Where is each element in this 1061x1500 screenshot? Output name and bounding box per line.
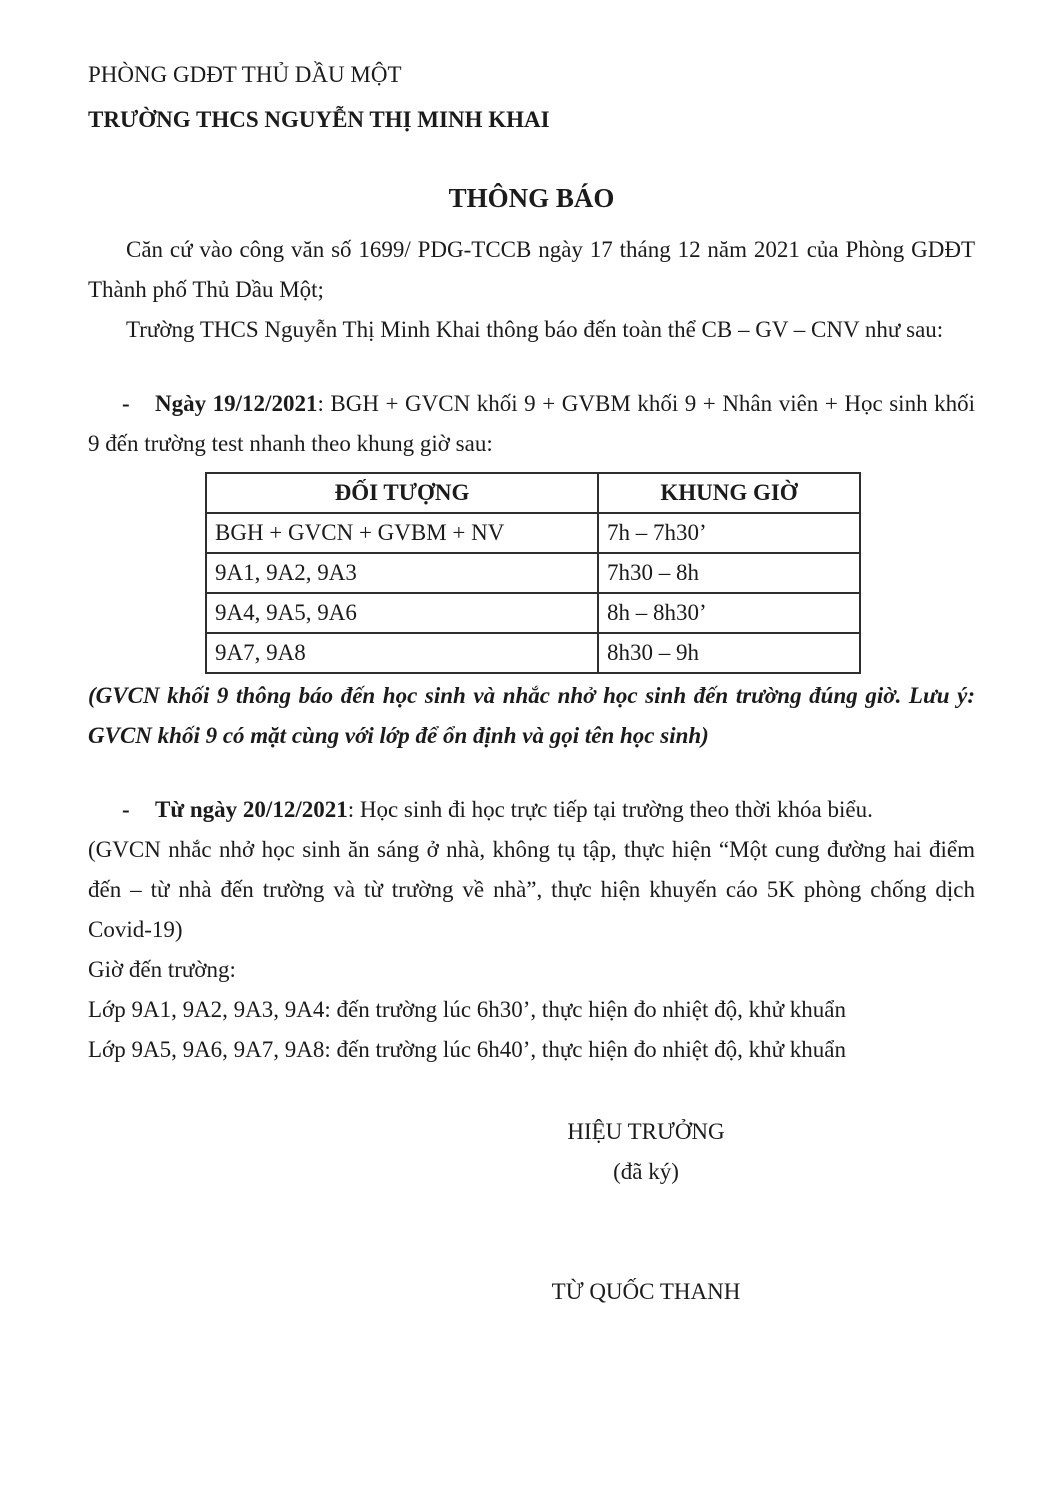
school-name: TRƯỜNG THCS NGUYỄN THỊ MINH KHAI: [88, 107, 550, 132]
bullet-text: : Học sinh đi học trực tiếp tại trường theo thời khóa biểu.: [347, 797, 873, 822]
bullet-text: : BGH + GVCN khối 9 + GVBM khối 9 + Nhân viên + Học sinh khối 9 đến trường test nhanh theo khung giờ sau:: [88, 391, 976, 456]
arrival-line-group2: Lớp 9A5, 9A6, 9A7, 9A8: đến trường lúc 6h40’, thực hiện đo nhiệt độ, khử khuẩn: [88, 1037, 847, 1062]
table-row: [206, 513, 860, 553]
table-row: [206, 593, 860, 633]
table-header-timeslot: KHUNG GIỜ: [598, 473, 860, 513]
signed-note: (đã ký): [613, 1159, 679, 1184]
signer-name: TỪ QUỐC THANH: [551, 1279, 741, 1304]
signer-role: HIỆU TRƯỞNG: [567, 1119, 725, 1144]
bullet-item-school-reopen: [88, 790, 975, 830]
bullet-dash: -: [122, 797, 130, 822]
schedule-table: [205, 472, 861, 674]
table-cell-subject: BGH + GVCN + GVBM + NV: [206, 513, 598, 553]
bullet-date-label: Từ ngày 20/12/2021: [155, 797, 348, 822]
table-header-subject: ĐỐI TƯỢNG: [206, 473, 598, 513]
intro-paragraph-legal-basis: Căn cứ vào công văn số 1699/ PDG-TCCB ngày 17 tháng 12 năm 2021 của Phòng GDĐT Thành phố Thủ Dầu Một;: [88, 237, 975, 302]
table-header-row: [206, 473, 860, 513]
signature-block: [426, 1112, 866, 1312]
note-gvcn-reminder: (GVCN khối 9 thông báo đến học sinh và nhắc nhở học sinh đến trường đúng giờ. Lưu ý: GVCN khối 9 có mặt cùng với lớp để ổn định và gọi tên học sinh): [88, 683, 975, 748]
intro-paragraph-announcement: Trường THCS Nguyễn Thị Minh Khai thông báo đến toàn thể CB – GV – CNV như sau:: [126, 317, 944, 342]
arrival-line-group1: Lớp 9A1, 9A2, 9A3, 9A4: đến trường lúc 6h30’, thực hiện đo nhiệt độ, khử khuẩn: [88, 997, 847, 1022]
table-cell-timeslot: 7h – 7h30’: [598, 513, 860, 553]
note-5k-guidance: (GVCN nhắc nhở học sinh ăn sáng ở nhà, không tụ tập, thực hiện “Một cung đường hai điểm đến – từ nhà đến trường và từ trường về nhà”, thực hiện khuyến cáo 5K phòng chống dịch Covid-19): [88, 837, 975, 942]
table-cell-subject: 9A4, 9A5, 9A6: [206, 593, 598, 633]
table-cell-timeslot: 7h30 – 8h: [598, 553, 860, 593]
bullet-date-label: Ngày 19/12/2021: [155, 391, 318, 416]
table-cell-subject: 9A7, 9A8: [206, 633, 598, 673]
bullet-item-test-day: [88, 384, 975, 464]
table-row: [206, 553, 860, 593]
table-row: [206, 633, 860, 673]
table-cell-timeslot: 8h30 – 9h: [598, 633, 860, 673]
issuing-department: PHÒNG GDĐT THỦ DẦU MỘT: [88, 62, 402, 87]
table-cell-timeslot: 8h – 8h30’: [598, 593, 860, 633]
bullet-dash: -: [122, 391, 130, 416]
arrival-heading: Giờ đến trường:: [88, 957, 236, 982]
document-title: THÔNG BÁO: [448, 183, 615, 213]
table-cell-subject: 9A1, 9A2, 9A3: [206, 553, 598, 593]
